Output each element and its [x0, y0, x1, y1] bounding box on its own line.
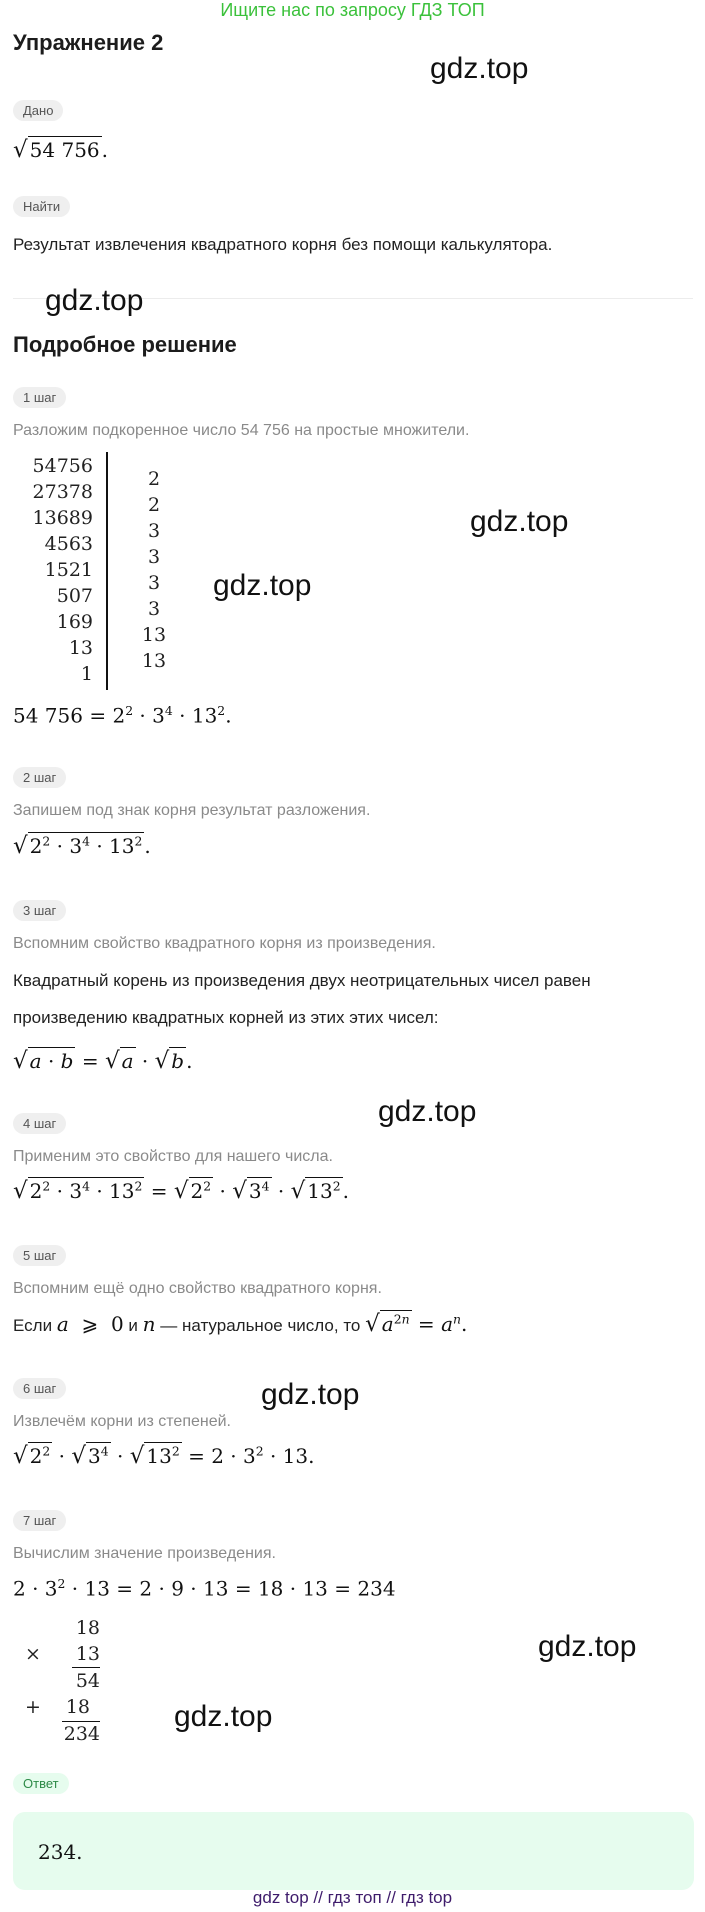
factorization-result: 54 $756 = 2^2 \cdot 3^4 \cdot 13^2$.: [13, 703, 232, 728]
watermark: gdz.top: [430, 52, 529, 85]
dividend: 1521: [44, 559, 93, 581]
natural-text: — натуральное число, то: [160, 1316, 361, 1335]
watermark: gdz.top: [45, 284, 144, 317]
step-text: Вспомним свойство квадратного корня из произведения.: [13, 935, 436, 952]
watermark: gdz.top: [538, 1630, 637, 1663]
factorization-divisors: [134, 466, 174, 674]
step-badge: 2 шаг: [13, 767, 66, 788]
find-badge: Найти: [13, 196, 70, 217]
top-banner[interactable]: Ищите нас по запросу ГДЗ ТОП: [220, 0, 485, 20]
divisor: 3: [147, 572, 161, 594]
dividend: 1: [80, 663, 93, 685]
given-radicand: 54 756: [29, 138, 100, 162]
given-badge: Дано: [13, 100, 63, 121]
divisor: 3: [147, 598, 161, 620]
mult-partial-2: 18: [65, 1696, 90, 1718]
times-sign: ×: [25, 1643, 41, 1665]
dividend: 13: [68, 637, 93, 659]
divisor: 3: [147, 520, 161, 542]
watermark: gdz.top: [261, 1378, 360, 1411]
mult-result: 234: [63, 1723, 100, 1745]
plus-sign: +: [25, 1696, 41, 1718]
step-text: Запишем под знак корня результат разложения.: [13, 802, 371, 819]
step-text: Извлечём корни из степеней.: [13, 1413, 231, 1430]
solution-title: Подробное решение: [13, 332, 237, 357]
factorization-line: [106, 452, 108, 690]
watermark: gdz.top: [213, 569, 312, 602]
step-badge: 1 шаг: [13, 387, 66, 408]
step-text: Применим это свойство для нашего числа.: [13, 1148, 333, 1165]
divisor: 2: [147, 468, 161, 490]
mult-partial-1: 54: [75, 1670, 100, 1692]
step-text: Разложим подкоренное число 54 756 на простые множители.: [13, 422, 470, 439]
and-word: и: [128, 1316, 138, 1335]
footer-links[interactable]: gdz top // гдз топ // гдз top: [252, 1888, 453, 1907]
step7-expression: $2 \cdot 3^2 \cdot 13 = 2 \cdot 9 \cdot 13 = 18 \cdot 13 = 234$: [13, 1576, 396, 1601]
step-badge: 3 шаг: [13, 900, 66, 921]
find-text: Результат извлечения квадратного корня без помощи калькулятора.: [13, 235, 553, 254]
if-word: Если: [13, 1316, 53, 1335]
answer-value: 234.: [38, 1840, 83, 1864]
property-text-line1: Квадратный корень из произведения двух неотрицательных чисел равен: [13, 971, 591, 990]
step-text: Вычислим значение произведения.: [13, 1545, 276, 1562]
given-expression: √ 54 756 .: [13, 137, 108, 163]
divisor: 2: [147, 494, 161, 516]
dividend: 54756: [32, 455, 93, 477]
mult-operand-b: 13: [75, 1643, 100, 1665]
dividend: 27378: [32, 481, 93, 503]
watermark: gdz.top: [470, 505, 569, 538]
step-badge: 6 шаг: [13, 1378, 66, 1399]
step-badge: 7 шаг: [13, 1510, 66, 1531]
step6-expression: √ $2^2$ · √ $3^4$ · √ $13^2 = 2 \cdot 3^2 \cdot 13$.: [13, 1443, 315, 1469]
step-badge: 5 шаг: [13, 1245, 66, 1266]
step-text: Вспомним ещё одно свойство квадратного корня.: [13, 1280, 382, 1297]
dividend: 169: [56, 611, 93, 633]
dividend: 4563: [44, 533, 93, 555]
dividend: 13689: [32, 507, 93, 529]
answer-badge: Ответ: [13, 1773, 69, 1794]
exercise-title: Упражнение 2: [13, 30, 164, 55]
watermark: gdz.top: [174, 1700, 273, 1733]
property-text-line2: произведению квадратных корней из этих этих чисел:: [13, 1008, 439, 1027]
answer-box: [13, 1812, 694, 1890]
factorization-dividends: [13, 453, 93, 687]
divisor: 3: [147, 546, 161, 568]
dividend: 507: [56, 585, 93, 607]
step2-expression: √ $2^2 \cdot 3^4 \cdot 13^2$ .: [13, 833, 151, 859]
product-root-property: √ a · b = √ a · √ b .: [13, 1048, 193, 1074]
mult-operand-a: 18: [75, 1617, 100, 1639]
step4-expression: √ $2^2 \cdot 3^4 \cdot 13^2$ = √ $2^2$ · √ $3^4$ · √ $13^2$ .: [13, 1178, 349, 1204]
watermark: gdz.top: [378, 1095, 477, 1128]
power-root-property: Если a ⩾ 0 и n — натуральное число, то √ $a^{2n} = a^n$.: [13, 1311, 468, 1337]
divisor: 13: [141, 650, 167, 672]
divisor: 13: [141, 624, 167, 646]
step-badge: 4 шаг: [13, 1113, 66, 1134]
